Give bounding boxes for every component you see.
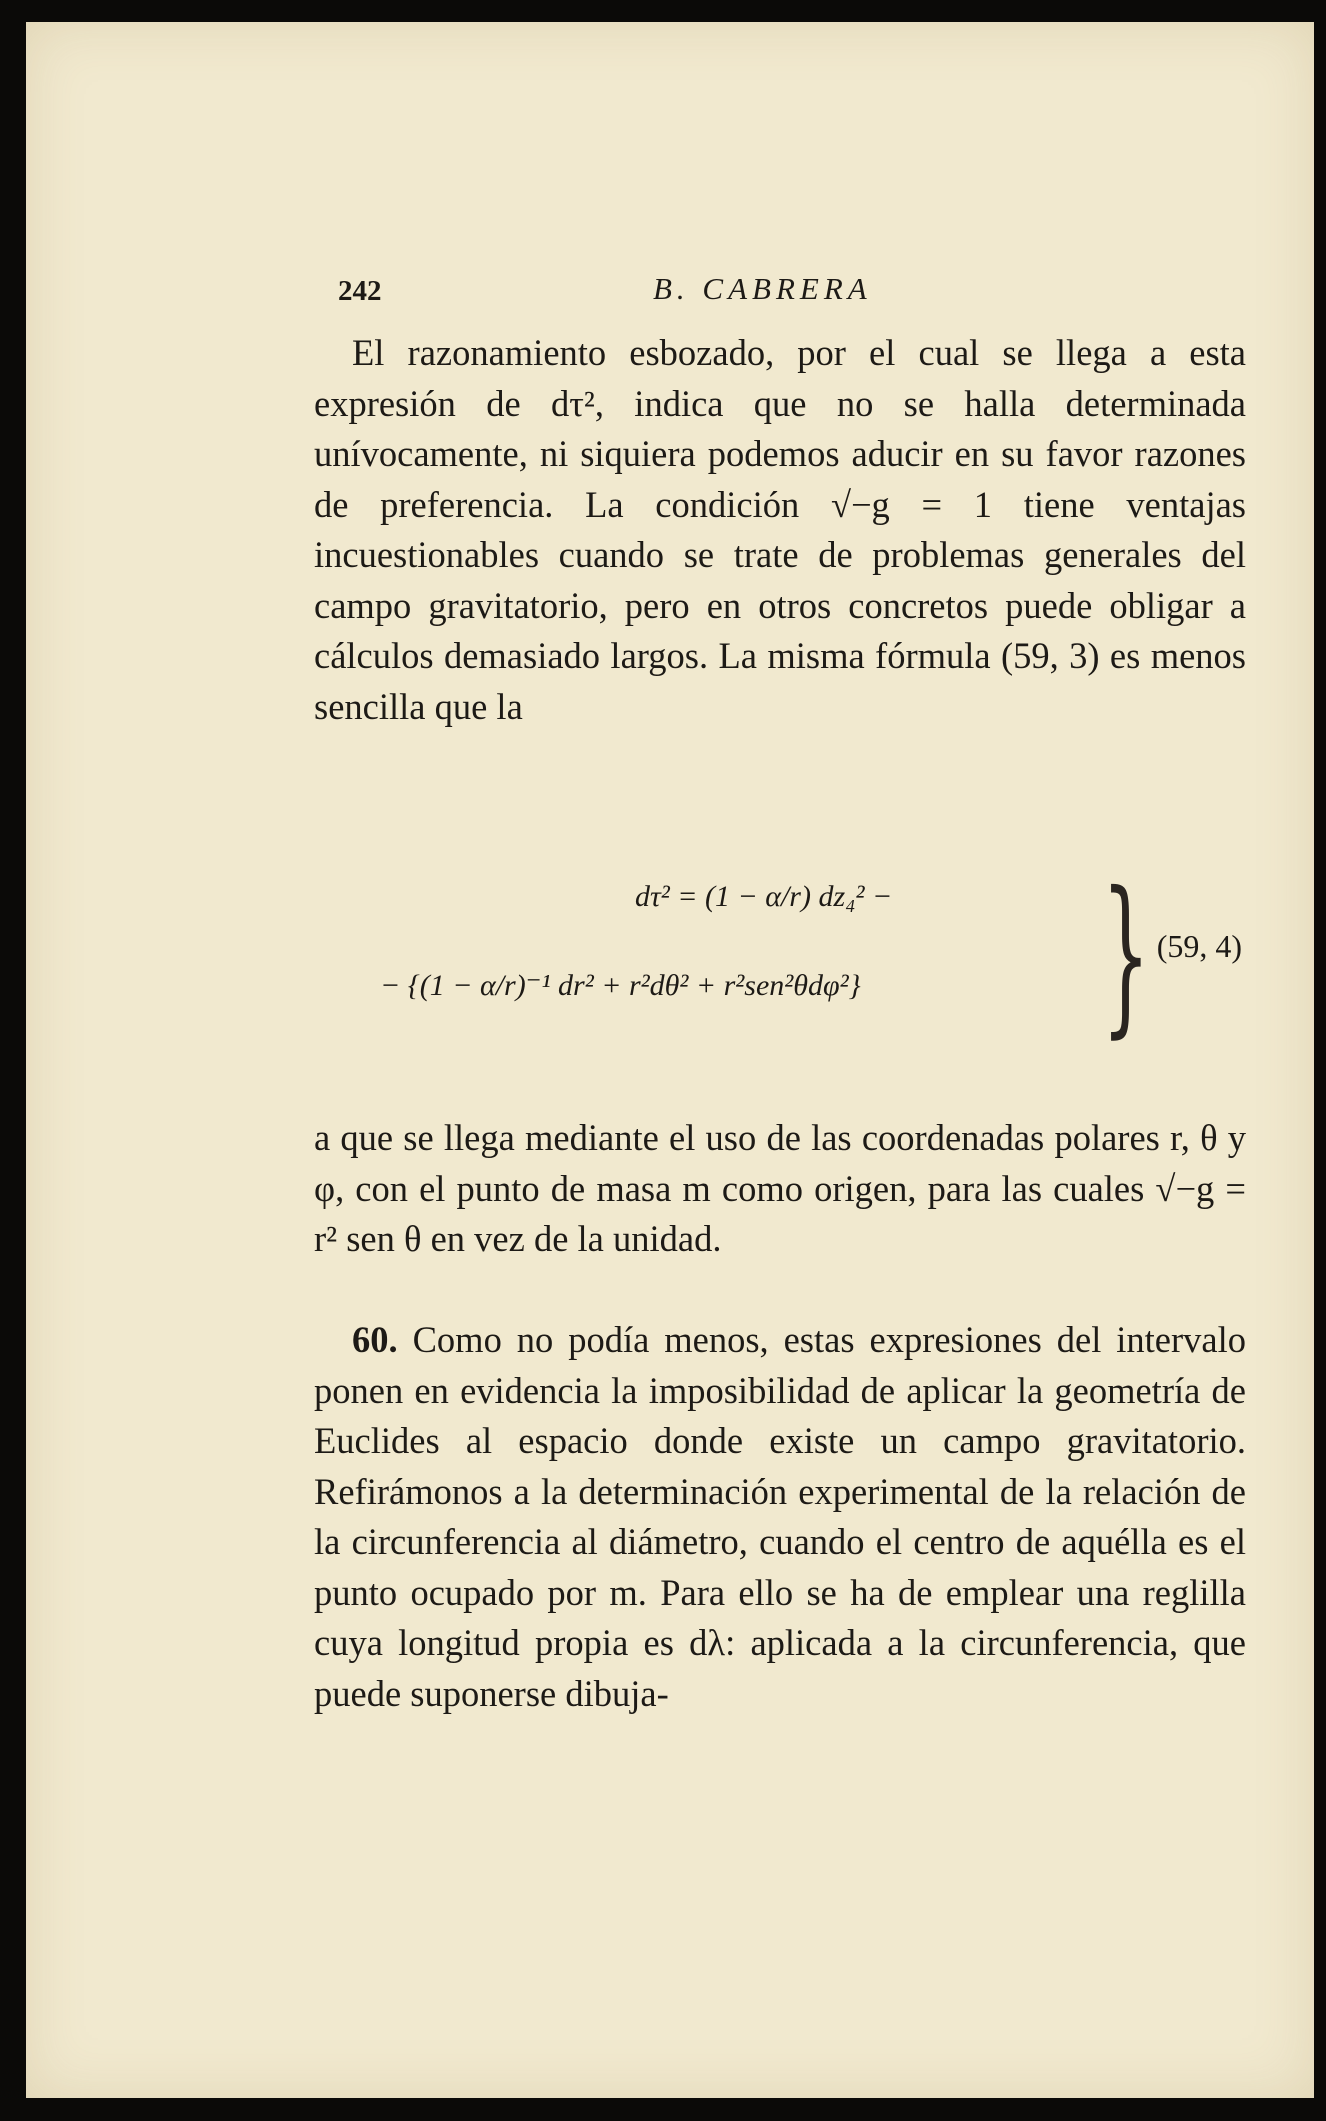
equation-brace: }: [1101, 856, 1150, 1054]
equation-line-2: − {(1 − α/r)⁻¹ dr² + r²dθ² + r²sen²θdφ²}: [380, 969, 861, 1002]
equation-line-1: dτ² = (1 − α/r) dz₄² −: [635, 880, 893, 913]
section-text: Como no podía menos, estas expresiones del intervalo ponen en evidencia la imposibilidad de aplicar la geometría de Euclides al espacio donde existe un campo gravitatorio. Refirámonos a la determinación experimental de la relación de la circunferencia al diámetro, cuando el centro de aquélla es el punto ocupado por m. Para ello se ha de emplear una reglilla cuya longitud propia es dλ: aplicada a la circunferencia, que puede suponerse dibuja-: [314, 1319, 1247, 1714]
section-number: 60.: [352, 1319, 398, 1360]
paragraph-section-60: [314, 1315, 1246, 1719]
equation-59-4: [300, 850, 1260, 1054]
equation-number: (59, 4): [1156, 928, 1242, 964]
page-number: 242: [338, 275, 382, 307]
paragraph-1: El razonamiento esbozado, por el cual se llega a esta expresión de dτ², indica que no se halla determinada unívocamente, ni siquiera podemos aducir en su favor razones de preferencia. La condición √−g = 1 tiene ventajas incuestionables cuando se trate de problemas generales del campo gravitatorio, pero en otros concretos puede obligar a cálculos demasiado largos. La misma fórmula (59, 3) es menos sencilla que la: [314, 332, 1246, 727]
paragraph-2: a que se llega mediante el uso de las coordenadas polares r, θ y φ, con el punto de masa m como origen, para las cuales √−g = r² sen θ en vez de la unidad.: [314, 1117, 1246, 1259]
running-head: B. CABRERA: [653, 271, 872, 306]
page-header: [313, 267, 1303, 327]
